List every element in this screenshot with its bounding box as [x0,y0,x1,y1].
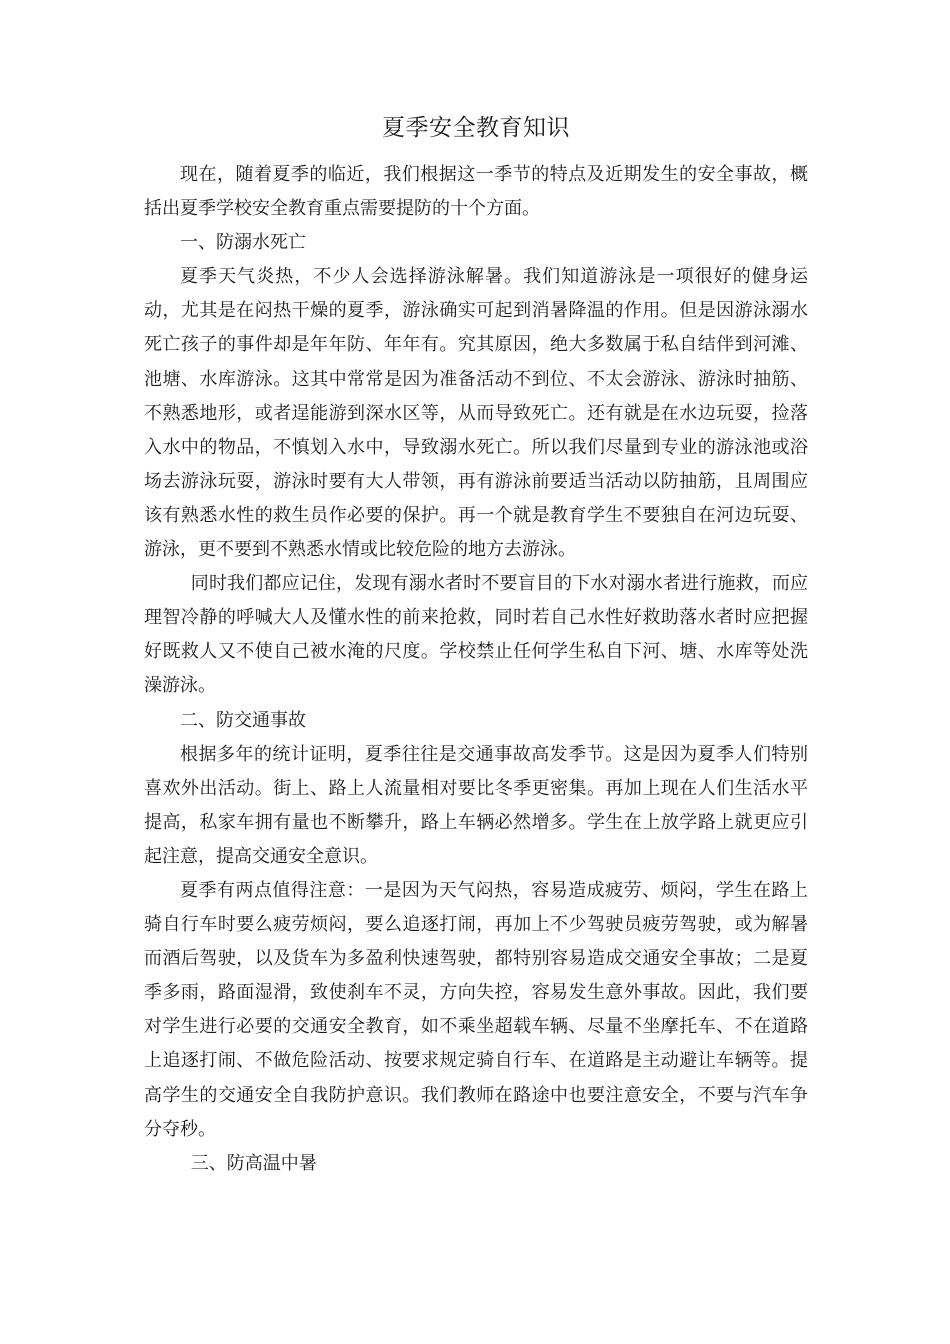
section-heading-drowning: 一、防溺水死亡 [180,232,306,254]
section-heading-heatstroke: 三、防高温中暑 [190,1152,317,1174]
paragraph-traffic-2: 夏季有两点值得注意：一是因为天气闷热，容易造成疲劳、烦闷，学生在路上骑自行车时要么疲劳烦闷，要么追逐打闹，再加上不少驾驶员疲劳驾驶，或为解暑而酒后驾驶，以及货车为多盈利快速驾驶，都特别容易造成交通安全事故；二是夏季多雨，路面湿滑，致使刹车不灵，方向失控，容易发生意外事故。因此，我们要对学生进行必要的交通安全教育，如不乘坐超载车辆、尽量不坐摩托车、不在道路上追逐打闹、不做危险活动、按要求规定骑自行车、在道路是主动避让车辆等。提高学生的交通安全自我防护意识。我们教师在路途中也要注意安全，不要与汽车争分夺秒。 [144,879,808,1140]
paragraph-drowning-2: 同时我们都应记住，发现有溺水者时不要盲目的下水对溺水者进行施救，而应理智冷静的呼喊大人及懂水性的前来抢救，同时若自己水性好救助落水者时应把握好既救人又不使自己被水淹的尺度。学校禁止任何学生私自下河、塘、水库等处洗澡游泳。 [144,573,808,697]
intro-paragraph: 现在，随着夏季的临近，我们根据这一季节的特点及近期发生的安全事故，概括出夏季学校安全教育重点需要提防的十个方面。 [144,164,808,220]
document-title: 夏季安全教育知识 [382,115,570,141]
section-heading-traffic: 二、防交通事故 [180,709,306,731]
paragraph-drowning-1: 夏季天气炎热，不少人会选择游泳解暑。我们知道游泳是一项很好的健身运动，尤其是在闷热干燥的夏季，游泳确实可起到消暑降温的作用。但是因游泳溺水死亡孩子的事件却是年年防、年年有。究其原因，绝大多数属于私自结伴到河滩、池塘、水库游泳。这其中常常是因为准备活动不到位、不太会游泳、游泳时抽筋、不熟悉地形，或者逞能游到深水区等，从而导致死亡。还有就是在水边玩耍，捡落入水中的物品，不慎划入水中，导致溺水死亡。所以我们尽量到专业的游泳池或浴场去游泳玩耍，游泳时要有大人带领，再有游泳前要适当活动以防抽筋，且周围应该有熟悉水性的救生员作必要的保护。再一个就是教育学生不要独自在河边玩耍、游泳，更不要到不熟悉水情或比较危险的地方去游泳。 [144,266,808,561]
paragraph-traffic-1: 根据多年的统计证明，夏季往往是交通事故高发季节。这是因为夏季人们特别喜欢外出活动。街上、路上人流量相对要比冬季更密集。再加上现在人们生活水平提高，私家车拥有量也不断攀升，路上车辆必然增多。学生在上放学路上就更应引起注意，提高交通安全意识。 [144,743,808,867]
